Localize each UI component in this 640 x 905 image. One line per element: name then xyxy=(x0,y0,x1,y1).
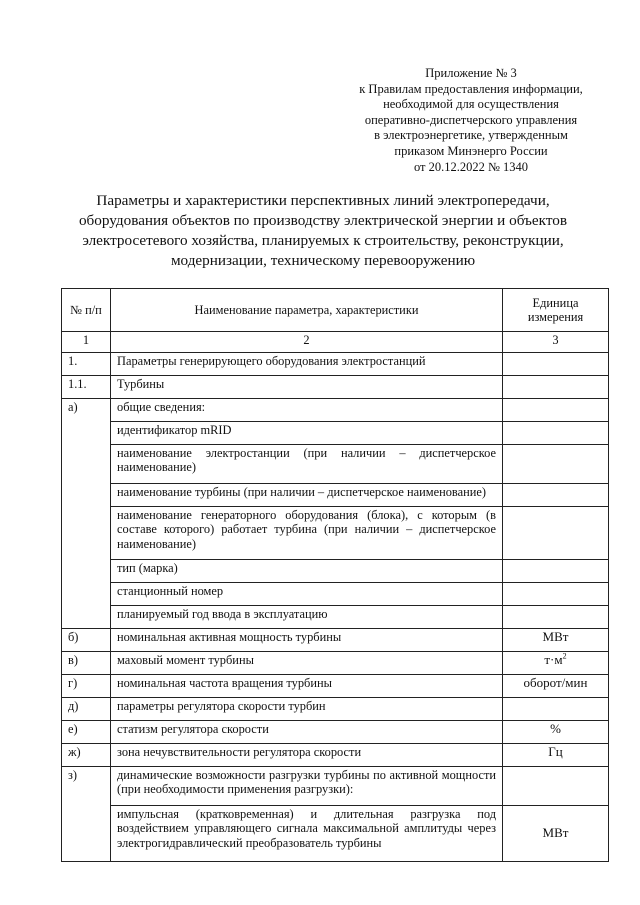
table-row xyxy=(62,767,609,806)
title-line: модернизации, техническому перевооружению xyxy=(170,252,476,269)
title-line: Параметры и характеристики перспективных линий электропередачи, xyxy=(96,192,550,209)
table-row xyxy=(62,744,609,767)
row-name: наименование турбины (при наличии – диспетчерское наименование) xyxy=(111,484,503,507)
table-row xyxy=(62,445,609,484)
row-unit xyxy=(503,652,609,675)
table-row xyxy=(62,484,609,507)
table-row xyxy=(62,376,609,399)
row-name: планируемый год ввода в эксплуатацию xyxy=(111,606,503,629)
row-unit xyxy=(503,353,609,376)
row-name: Турбины xyxy=(111,376,503,399)
table-row xyxy=(62,721,609,744)
table-row xyxy=(62,560,609,583)
row-unit xyxy=(503,422,609,445)
column-number: 2 xyxy=(111,332,503,353)
row-unit: МВт xyxy=(503,629,609,652)
parameters-table xyxy=(61,288,609,862)
row-name: идентификатор mRID xyxy=(111,422,503,445)
document-title xyxy=(40,191,606,271)
table-row xyxy=(62,399,609,422)
row-unit xyxy=(503,484,609,507)
row-name: номинальная активная мощность турбины xyxy=(111,629,503,652)
table-row xyxy=(62,629,609,652)
row-num: 1.1. xyxy=(62,376,111,399)
appendix-line: приказом Минэнерго России xyxy=(394,143,548,158)
table-row xyxy=(62,583,609,606)
row-unit xyxy=(503,583,609,606)
row-name: станционный номер xyxy=(111,583,503,606)
row-name: импульсная (кратковременная) и длительная разгрузка под воздействием управляющего сигнала максимальной амплитуды через электрогидравлический преобразователь турбины xyxy=(111,806,503,862)
table-row xyxy=(62,675,609,698)
row-unit: МВт xyxy=(503,806,609,862)
row-num: в) xyxy=(62,652,111,675)
row-unit xyxy=(503,767,609,806)
row-name: номинальная частота вращения турбины xyxy=(111,675,503,698)
appendix-number: Приложение № 3 xyxy=(425,66,517,80)
row-unit xyxy=(503,399,609,422)
row-name: зона нечувствительности регулятора скорости xyxy=(111,744,503,767)
row-name: тип (марка) xyxy=(111,560,503,583)
row-name: общие сведения: xyxy=(111,399,503,422)
row-num: а) xyxy=(62,399,111,629)
row-num: 1. xyxy=(62,353,111,376)
table-row xyxy=(62,353,609,376)
table-header-row xyxy=(62,289,609,332)
row-unit xyxy=(503,376,609,399)
row-num: е) xyxy=(62,721,111,744)
unit-superscript: 2 xyxy=(562,651,567,661)
column-number: 3 xyxy=(503,332,609,353)
row-num: б) xyxy=(62,629,111,652)
row-name: наименование генераторного оборудования (блока), с которым (в составе которого) работает турбина (при наличии – диспетчерское наименование) xyxy=(111,507,503,560)
column-numbers-row xyxy=(62,332,609,353)
appendix-line: в электроэнергетике, утвержденным xyxy=(374,128,568,143)
row-name: Параметры генерирующего оборудования электростанций xyxy=(111,353,503,376)
row-name: динамические возможности разгрузки турбины по активной мощности (при необходимости применения разгрузки): xyxy=(111,767,503,806)
row-unit: оборот/мин xyxy=(503,675,609,698)
row-unit xyxy=(503,606,609,629)
header-num: № п/п xyxy=(62,289,111,332)
unit-text: т·м xyxy=(544,652,563,667)
header-unit: Единица измерения xyxy=(503,289,609,332)
row-unit xyxy=(503,560,609,583)
table-row xyxy=(62,422,609,445)
row-unit xyxy=(503,698,609,721)
row-num: з) xyxy=(62,767,111,862)
row-name: статизм регулятора скорости xyxy=(111,721,503,744)
row-name: наименование электростанции (при наличии – диспетчерское наименование) xyxy=(111,445,503,484)
appendix-date: от 20.12.2022 № 1340 xyxy=(413,159,529,174)
table-row xyxy=(62,652,609,675)
appendix-line: необходимой для осуществления xyxy=(383,97,559,112)
appendix-line: оперативно-диспетчерского управления xyxy=(364,112,578,127)
row-unit xyxy=(503,507,609,560)
row-name: маховый момент турбины xyxy=(111,652,503,675)
row-num: ж) xyxy=(62,744,111,767)
table-row xyxy=(62,507,609,560)
row-unit xyxy=(503,445,609,484)
appendix-header xyxy=(340,66,602,175)
row-unit: % xyxy=(503,721,609,744)
appendix-line: к Правилам предоставления информации, xyxy=(359,81,583,96)
header-name: Наименование параметра, характеристики xyxy=(111,289,503,332)
title-line: оборудования объектов по производству электрической энергии и объектов xyxy=(78,212,568,229)
table-row xyxy=(62,806,609,862)
column-number: 1 xyxy=(62,332,111,353)
table-row xyxy=(62,606,609,629)
row-num: г) xyxy=(62,675,111,698)
row-unit: Гц xyxy=(503,744,609,767)
table-row xyxy=(62,698,609,721)
title-line: электросетевого хозяйства, планируемых к строительству, реконструкции, xyxy=(82,232,564,249)
row-name: параметры регулятора скорости турбин xyxy=(111,698,503,721)
row-num: д) xyxy=(62,698,111,721)
